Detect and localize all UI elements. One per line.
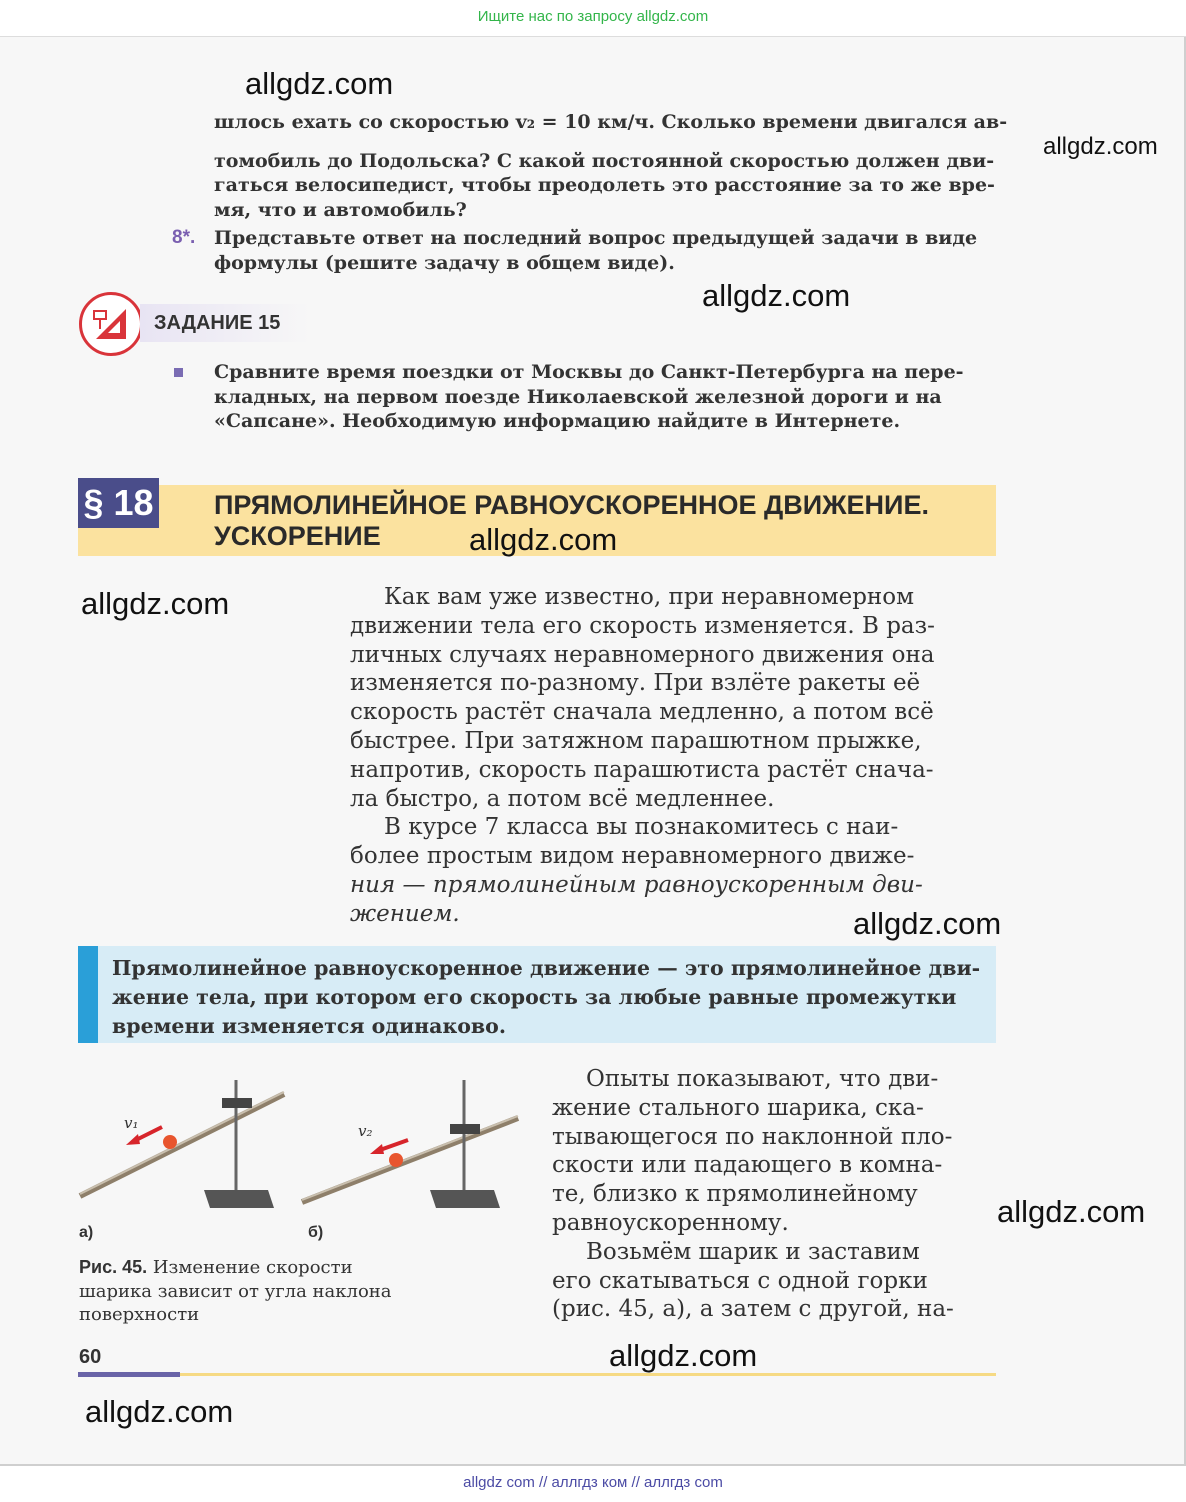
page-number: 60	[79, 1346, 102, 1368]
definition-line: жение тела, при котором его скорость за любые равные промежутки	[112, 985, 957, 1009]
top-banner: Ищите нас по запросу allgdz.com	[0, 0, 1186, 37]
figure-label-b: б)	[308, 1224, 324, 1241]
problem-7-line: гаться велосипедист, чтобы преодолеть это расстояние за то же вре-	[214, 174, 995, 196]
problem-8-text	[214, 226, 996, 275]
watermark: allgdz.com	[853, 906, 1002, 941]
intro-line: более простым видом неравномерного движе-	[350, 843, 915, 870]
figure-45	[78, 1072, 528, 1222]
definition-line: Прямолинейное равноускоренное движение — это прямолинейное дви-	[112, 956, 981, 980]
watermark: allgdz.com	[245, 66, 394, 101]
watermark: allgdz.com	[997, 1194, 1146, 1229]
bullet-icon	[174, 368, 183, 377]
experiment-line: Возьмём шарик и заставим	[586, 1238, 920, 1265]
intro-line: жением.	[350, 900, 460, 927]
figure-45b-incline	[302, 1080, 518, 1208]
watermark: allgdz.com	[1043, 133, 1158, 160]
problem-7-text	[214, 110, 1008, 222]
figure-caption-line: шарика зависит от угла наклона	[79, 1280, 392, 1302]
intro-line: ния — прямолинейным равноускоренным дви-	[350, 871, 923, 898]
watermark: allgdz.com	[469, 522, 618, 557]
experiment-line: жение стального шарика, ска-	[552, 1094, 924, 1121]
task-icon	[79, 292, 143, 356]
figure-caption-line: Изменение скорости	[147, 1257, 353, 1278]
experiment-line: скости или падающего в комна-	[552, 1152, 943, 1179]
problem-8-line: Представьте ответ на последний вопрос предыдущей задачи в виде	[214, 227, 978, 249]
experiment-line: те, близко к прямолинейному	[552, 1181, 918, 1208]
section-number: § 18	[78, 478, 159, 528]
figure-45b-velocity-label: v₂	[358, 1122, 373, 1140]
intro-line: Как вам уже известно, при неравномерном	[384, 584, 914, 610]
page-rule	[180, 1373, 996, 1376]
task-text	[214, 360, 996, 434]
figure-caption-line: поверхности	[79, 1304, 200, 1325]
task-line: кладных, на первом поезде Николаевской железной дороги и на	[214, 385, 942, 408]
watermark: allgdz.com	[609, 1338, 758, 1373]
problem-7-line: томобиль до Подольска? С какой постоянной скоростью должен дви-	[214, 149, 995, 172]
intro-line: напротив, скорость парашютиста растёт снача-	[350, 756, 934, 783]
figure-45a-incline	[80, 1080, 284, 1208]
experiment-paragraph	[552, 1065, 996, 1324]
intro-line: личных случаях неравномерного движения она	[350, 641, 935, 668]
experiment-line: (рис. 45, а), а затем с другой, на-	[552, 1296, 954, 1323]
experiment-line: Опыты показывают, что дви-	[586, 1066, 939, 1092]
problem-8-line: формулы (решите задачу в общем виде).	[214, 251, 675, 274]
figure-caption-label: Рис. 45.	[79, 1257, 148, 1277]
intro-line: быстрее. При затяжном парашютном прыжке,	[350, 727, 922, 754]
footer-links: allgdz com // аллгдз ком // аллгдз com	[0, 1466, 1186, 1502]
watermark: allgdz.com	[81, 586, 230, 621]
figure-label-a: а)	[79, 1224, 94, 1241]
definition-text	[112, 954, 980, 1041]
section-title-line: ПРЯМОЛИНЕЙНОЕ РАВНОУСКОРЕННОЕ ДВИЖЕНИЕ.	[214, 490, 929, 520]
intro-line: В курсе 7 класса вы познакомитесь с наи-	[384, 814, 899, 841]
problem-7-line: мя, что и автомобиль?	[214, 198, 467, 221]
intro-paragraph	[350, 583, 996, 929]
intro-line: изменяется по-разному. При взлёте ракеты её	[350, 670, 921, 697]
watermark: allgdz.com	[702, 278, 851, 313]
experiment-line: его скатываться с одной горки	[552, 1267, 928, 1294]
task-label: ЗАДАНИЕ 15	[140, 304, 310, 342]
experiment-line: равноускоренному.	[552, 1209, 789, 1236]
page-rule-accent	[78, 1372, 180, 1377]
section-title-line: УСКОРЕНИЕ	[214, 521, 381, 551]
task-line: Сравните время поездки от Москвы до Санкт-Петербурга на пере-	[214, 361, 964, 383]
problem-7-line: шлось ехать со скоростью v₂ = 10 км/ч. Сколько времени двигался ав-	[214, 111, 1008, 133]
problem-8-number: 8*.	[172, 227, 196, 248]
intro-line: скорость растёт сначала медленно, а потом всё	[350, 699, 934, 726]
watermark: allgdz.com	[85, 1394, 234, 1429]
figure-caption	[79, 1256, 439, 1327]
intro-line: движении тела его скорость изменяется. В раз-	[350, 612, 935, 639]
experiment-line: тывающегося по наклонной пло-	[552, 1123, 953, 1150]
task-line: «Сапсане». Необходимую информацию найдите в Интернете.	[214, 410, 901, 432]
intro-line: ла быстро, а потом всё медленнее.	[350, 785, 775, 812]
figure-45a-velocity-label: v₁	[124, 1114, 139, 1132]
definition-accent-bar	[78, 946, 98, 1043]
definition-line: времени изменяется одинаково.	[112, 1014, 506, 1038]
